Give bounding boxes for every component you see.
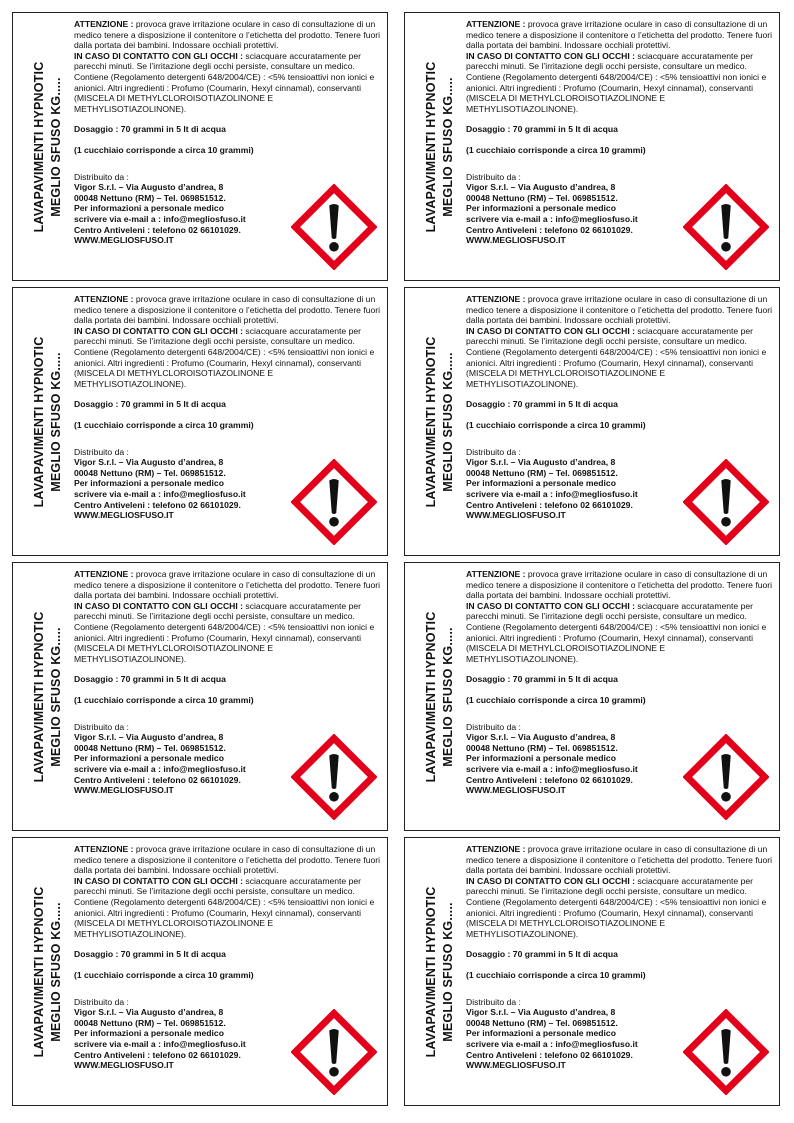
info-line-1: Per informazioni a personale medico bbox=[74, 753, 224, 764]
ghs-exclamation-mark-icon bbox=[683, 184, 769, 270]
product-subtitle: MEGLIO SFUSO KG..... bbox=[441, 76, 455, 217]
info-line-1: Per informazioni a personale medico bbox=[466, 753, 616, 764]
company-address: Vigor S.r.l. – Via Augusto d’andrea, 8 bbox=[74, 732, 224, 743]
distributor-heading: Distribuito da : bbox=[466, 446, 521, 457]
product-name: LAVAPAVIMENTI HYPNOTIC bbox=[424, 611, 438, 782]
company-city-phone: 00048 Nettuno (RM) – Tel. 069851512. bbox=[74, 192, 226, 203]
info-line-1: Per informazioni a personale medico bbox=[74, 1028, 224, 1039]
attention-text: provoca grave irritazione oculare in caso di consultazione di un medico tenere a disposizione il contenitore o l’etichetta del prodotto. Tenere fuori dalla portata dei bambini. Indossare occhiali protettivi. bbox=[466, 844, 773, 876]
poison-center: Centro Antiveleni : telefono 02 66101029. bbox=[466, 774, 633, 785]
product-subtitle: MEGLIO SFUSO KG..... bbox=[49, 626, 63, 767]
poison-center: Centro Antiveleni : telefono 02 66101029. bbox=[466, 499, 633, 510]
company-city-phone: 00048 Nettuno (RM) – Tel. 069851512. bbox=[74, 742, 226, 753]
contact-text: sciacquare accuratamente per parecchi minuti. Se l’irritazione degli occhi persiste, consultare un medico. Contiene (Regolamento detergenti 648/2004/CE) : <5% tensioattivi non ionici e anionici. Altri ingredienti : Profumo (Coumarin, Hexyl cinnamal), conservanti (MISCELA DI METHYLCLOROISOTIAZOLINONE E METHYLISOTIAZOLINONE). bbox=[74, 325, 375, 389]
spoon-note: (1 cucchiaio corrisponde a circa 10 grammi) bbox=[466, 969, 646, 980]
company-city-phone: 00048 Nettuno (RM) – Tel. 069851512. bbox=[74, 467, 226, 478]
company-address: Vigor S.r.l. – Via Augusto d’andrea, 8 bbox=[74, 457, 224, 468]
contact-heading: IN CASO DI CONTATTO CON GLI OCCHI : bbox=[466, 600, 636, 611]
attention-heading: ATTENZIONE : bbox=[466, 19, 526, 29]
info-line-2: scrivere via e-mail a : info@megliosfuso.it bbox=[74, 1038, 246, 1049]
contact-paragraph bbox=[74, 876, 385, 940]
info-line-2: scrivere via e-mail a : info@megliosfuso.it bbox=[466, 488, 638, 499]
contact-heading: IN CASO DI CONTATTO CON GLI OCCHI : bbox=[466, 875, 636, 886]
product-label bbox=[12, 287, 388, 556]
product-name: LAVAPAVIMENTI HYPNOTIC bbox=[32, 61, 46, 232]
poison-center: Centro Antiveleni : telefono 02 66101029. bbox=[74, 499, 241, 510]
attention-paragraph bbox=[466, 569, 777, 601]
info-line-1: Per informazioni a personale medico bbox=[74, 203, 224, 214]
attention-heading: ATTENZIONE : bbox=[74, 844, 134, 854]
contact-heading: IN CASO DI CONTATTO CON GLI OCCHI : bbox=[74, 325, 244, 336]
contact-text: sciacquare accuratamente per parecchi minuti. Se l’irritazione degli occhi persiste, consultare un medico. Contiene (Regolamento detergenti 648/2004/CE) : <5% tensioattivi non ionici e anionici. Altri ingredienti : Profumo (Coumarin, Hexyl cinnamal), conservanti (MISCELA DI METHYLCLOROISOTIAZOLINONE E METHYLISOTIAZOLINONE). bbox=[74, 50, 375, 114]
contact-heading: IN CASO DI CONTATTO CON GLI OCCHI : bbox=[74, 875, 244, 886]
attention-heading: ATTENZIONE : bbox=[466, 294, 526, 304]
product-subtitle: MEGLIO SFUSO KG..... bbox=[49, 901, 63, 1042]
product-title bbox=[415, 563, 465, 830]
attention-text: provoca grave irritazione oculare in caso di consultazione di un medico tenere a disposizione il contenitore o l’etichetta del prodotto. Tenere fuori dalla portata dei bambini. Indossare occhiali protettivi. bbox=[74, 19, 381, 51]
contact-text: sciacquare accuratamente per parecchi minuti. Se l’irritazione degli occhi persiste, consultare un medico. Contiene (Regolamento detergenti 648/2004/CE) : <5% tensioattivi non ionici e anionici. Altri ingredienti : Profumo (Coumarin, Hexyl cinnamal), conservanti (MISCELA DI METHYLCLOROISOTIAZOLINONE E METHYLISOTIAZOLINONE). bbox=[466, 875, 767, 939]
poison-center: Centro Antiveleni : telefono 02 66101029. bbox=[466, 224, 633, 235]
poison-center: Centro Antiveleni : telefono 02 66101029. bbox=[74, 224, 241, 235]
product-label bbox=[404, 12, 780, 281]
contact-heading: IN CASO DI CONTATTO CON GLI OCCHI : bbox=[74, 50, 244, 61]
distributor-heading: Distribuito da : bbox=[74, 721, 129, 732]
product-subtitle: MEGLIO SFUSO KG..... bbox=[441, 351, 455, 492]
contact-text: sciacquare accuratamente per parecchi minuti. Se l’irritazione degli occhi persiste, consultare un medico. Contiene (Regolamento detergenti 648/2004/CE) : <5% tensioattivi non ionici e anionici. Altri ingredienti : Profumo (Coumarin, Hexyl cinnamal), conservanti (MISCELA DI METHYLCLOROISOTIAZOLINONE E METHYLISOTIAZOLINONE). bbox=[466, 325, 767, 389]
dosage: Dosaggio : 70 grammi in 5 lt di acqua bbox=[466, 399, 618, 410]
contact-heading: IN CASO DI CONTATTO CON GLI OCCHI : bbox=[74, 600, 244, 611]
contact-paragraph bbox=[74, 326, 385, 390]
attention-paragraph bbox=[466, 294, 777, 326]
dosage: Dosaggio : 70 grammi in 5 lt di acqua bbox=[74, 124, 226, 135]
product-name: LAVAPAVIMENTI HYPNOTIC bbox=[32, 611, 46, 782]
info-line-2: scrivere via e-mail a : info@megliosfuso.it bbox=[466, 213, 638, 224]
product-label bbox=[404, 837, 780, 1106]
company-address: Vigor S.r.l. – Via Augusto d’andrea, 8 bbox=[466, 457, 616, 468]
spoon-note: (1 cucchiaio corrisponde a circa 10 grammi) bbox=[466, 694, 646, 705]
product-title bbox=[23, 838, 73, 1105]
spoon-note: (1 cucchiaio corrisponde a circa 10 grammi) bbox=[74, 419, 254, 430]
attention-text: provoca grave irritazione oculare in caso di consultazione di un medico tenere a disposizione il contenitore o l’etichetta del prodotto. Tenere fuori dalla portata dei bambini. Indossare occhiali protettivi. bbox=[74, 294, 381, 326]
info-line-2: scrivere via e-mail a : info@megliosfuso.it bbox=[466, 1038, 638, 1049]
company-address: Vigor S.r.l. – Via Augusto d’andrea, 8 bbox=[74, 1007, 224, 1018]
website: WWW.MEGLIOSFUSO.IT bbox=[466, 235, 566, 246]
website: WWW.MEGLIOSFUSO.IT bbox=[74, 235, 174, 246]
attention-text: provoca grave irritazione oculare in caso di consultazione di un medico tenere a disposizione il contenitore o l’etichetta del prodotto. Tenere fuori dalla portata dei bambini. Indossare occhiali protettivi. bbox=[466, 294, 773, 326]
dosage: Dosaggio : 70 grammi in 5 lt di acqua bbox=[466, 949, 618, 960]
ghs-exclamation-mark-icon bbox=[683, 459, 769, 545]
contact-paragraph bbox=[466, 51, 777, 115]
ghs-exclamation-mark-icon bbox=[291, 734, 377, 820]
attention-heading: ATTENZIONE : bbox=[466, 844, 526, 854]
contact-paragraph bbox=[74, 51, 385, 115]
poison-center: Centro Antiveleni : telefono 02 66101029. bbox=[74, 774, 241, 785]
ghs-exclamation-mark-icon bbox=[291, 459, 377, 545]
product-label bbox=[404, 287, 780, 556]
spoon-note: (1 cucchiaio corrisponde a circa 10 grammi) bbox=[74, 144, 254, 155]
website: WWW.MEGLIOSFUSO.IT bbox=[466, 1060, 566, 1071]
website: WWW.MEGLIOSFUSO.IT bbox=[466, 510, 566, 521]
attention-paragraph bbox=[466, 19, 777, 51]
contact-text: sciacquare accuratamente per parecchi minuti. Se l’irritazione degli occhi persiste, consultare un medico. Contiene (Regolamento detergenti 648/2004/CE) : <5% tensioattivi non ionici e anionici. Altri ingredienti : Profumo (Coumarin, Hexyl cinnamal), conservanti (MISCELA DI METHYLCLOROISOTIAZOLINONE E METHYLISOTIAZOLINONE). bbox=[466, 50, 767, 114]
info-line-2: scrivere via e-mail a : info@megliosfuso.it bbox=[74, 763, 246, 774]
attention-heading: ATTENZIONE : bbox=[74, 19, 134, 29]
dosage: Dosaggio : 70 grammi in 5 lt di acqua bbox=[74, 674, 226, 685]
contact-heading: IN CASO DI CONTATTO CON GLI OCCHI : bbox=[466, 325, 636, 336]
product-name: LAVAPAVIMENTI HYPNOTIC bbox=[424, 61, 438, 232]
product-title bbox=[23, 13, 73, 280]
distributor-heading: Distribuito da : bbox=[466, 721, 521, 732]
contact-paragraph bbox=[466, 876, 777, 940]
ghs-exclamation-mark-icon bbox=[683, 734, 769, 820]
company-address: Vigor S.r.l. – Via Augusto d’andrea, 8 bbox=[466, 732, 616, 743]
distributor-heading: Distribuito da : bbox=[74, 996, 129, 1007]
product-name: LAVAPAVIMENTI HYPNOTIC bbox=[32, 886, 46, 1057]
attention-text: provoca grave irritazione oculare in caso di consultazione di un medico tenere a disposizione il contenitore o l’etichetta del prodotto. Tenere fuori dalla portata dei bambini. Indossare occhiali protettivi. bbox=[74, 844, 381, 876]
attention-heading: ATTENZIONE : bbox=[466, 569, 526, 579]
website: WWW.MEGLIOSFUSO.IT bbox=[74, 785, 174, 796]
poison-center: Centro Antiveleni : telefono 02 66101029. bbox=[466, 1049, 633, 1060]
dosage: Dosaggio : 70 grammi in 5 lt di acqua bbox=[74, 949, 226, 960]
product-label bbox=[12, 837, 388, 1106]
product-name: LAVAPAVIMENTI HYPNOTIC bbox=[424, 886, 438, 1057]
company-address: Vigor S.r.l. – Via Augusto d’andrea, 8 bbox=[74, 182, 224, 193]
distributor-heading: Distribuito da : bbox=[74, 171, 129, 182]
company-city-phone: 00048 Nettuno (RM) – Tel. 069851512. bbox=[74, 1017, 226, 1028]
company-address: Vigor S.r.l. – Via Augusto d’andrea, 8 bbox=[466, 1007, 616, 1018]
dosage: Dosaggio : 70 grammi in 5 lt di acqua bbox=[466, 124, 618, 135]
product-subtitle: MEGLIO SFUSO KG..... bbox=[49, 76, 63, 217]
ghs-exclamation-mark-icon bbox=[291, 184, 377, 270]
attention-paragraph bbox=[466, 844, 777, 876]
attention-text: provoca grave irritazione oculare in caso di consultazione di un medico tenere a disposizione il contenitore o l’etichetta del prodotto. Tenere fuori dalla portata dei bambini. Indossare occhiali protettivi. bbox=[466, 19, 773, 51]
distributor-heading: Distribuito da : bbox=[466, 996, 521, 1007]
spoon-note: (1 cucchiaio corrisponde a circa 10 grammi) bbox=[74, 694, 254, 705]
info-line-2: scrivere via e-mail a : info@megliosfuso.it bbox=[74, 213, 246, 224]
attention-paragraph bbox=[74, 844, 385, 876]
product-label bbox=[12, 562, 388, 831]
product-title bbox=[415, 288, 465, 555]
contact-text: sciacquare accuratamente per parecchi minuti. Se l’irritazione degli occhi persiste, consultare un medico. Contiene (Regolamento detergenti 648/2004/CE) : <5% tensioattivi non ionici e anionici. Altri ingredienti : Profumo (Coumarin, Hexyl cinnamal), conservanti (MISCELA DI METHYLCLOROISOTIAZOLINONE E METHYLISOTIAZOLINONE). bbox=[74, 600, 375, 664]
spoon-note: (1 cucchiaio corrisponde a circa 10 grammi) bbox=[466, 144, 646, 155]
dosage: Dosaggio : 70 grammi in 5 lt di acqua bbox=[466, 674, 618, 685]
distributor-heading: Distribuito da : bbox=[74, 446, 129, 457]
contact-paragraph bbox=[74, 601, 385, 665]
contact-paragraph bbox=[466, 601, 777, 665]
attention-heading: ATTENZIONE : bbox=[74, 569, 134, 579]
product-label bbox=[12, 12, 388, 281]
poison-center: Centro Antiveleni : telefono 02 66101029. bbox=[74, 1049, 241, 1060]
product-title bbox=[23, 288, 73, 555]
product-name: LAVAPAVIMENTI HYPNOTIC bbox=[424, 336, 438, 507]
company-city-phone: 00048 Nettuno (RM) – Tel. 069851512. bbox=[466, 1017, 618, 1028]
info-line-1: Per informazioni a personale medico bbox=[466, 203, 616, 214]
product-name: LAVAPAVIMENTI HYPNOTIC bbox=[32, 336, 46, 507]
product-subtitle: MEGLIO SFUSO KG..... bbox=[49, 351, 63, 492]
ghs-exclamation-mark-icon bbox=[683, 1009, 769, 1095]
company-city-phone: 00048 Nettuno (RM) – Tel. 069851512. bbox=[466, 742, 618, 753]
website: WWW.MEGLIOSFUSO.IT bbox=[74, 1060, 174, 1071]
company-address: Vigor S.r.l. – Via Augusto d’andrea, 8 bbox=[466, 182, 616, 193]
attention-text: provoca grave irritazione oculare in caso di consultazione di un medico tenere a disposizione il contenitore o l’etichetta del prodotto. Tenere fuori dalla portata dei bambini. Indossare occhiali protettivi. bbox=[466, 569, 773, 601]
distributor-heading: Distribuito da : bbox=[466, 171, 521, 182]
contact-text: sciacquare accuratamente per parecchi minuti. Se l’irritazione degli occhi persiste, consultare un medico. Contiene (Regolamento detergenti 648/2004/CE) : <5% tensioattivi non ionici e anionici. Altri ingredienti : Profumo (Coumarin, Hexyl cinnamal), conservanti (MISCELA DI METHYLCLOROISOTIAZOLINONE E METHYLISOTIAZOLINONE). bbox=[466, 600, 767, 664]
product-subtitle: MEGLIO SFUSO KG..... bbox=[441, 901, 455, 1042]
attention-paragraph bbox=[74, 19, 385, 51]
spoon-note: (1 cucchiaio corrisponde a circa 10 grammi) bbox=[466, 419, 646, 430]
product-label bbox=[404, 562, 780, 831]
contact-text: sciacquare accuratamente per parecchi minuti. Se l’irritazione degli occhi persiste, consultare un medico. Contiene (Regolamento detergenti 648/2004/CE) : <5% tensioattivi non ionici e anionici. Altri ingredienti : Profumo (Coumarin, Hexyl cinnamal), conservanti (MISCELA DI METHYLCLOROISOTIAZOLINONE E METHYLISOTIAZOLINONE). bbox=[74, 875, 375, 939]
product-title bbox=[415, 838, 465, 1105]
info-line-2: scrivere via e-mail a : info@megliosfuso.it bbox=[74, 488, 246, 499]
attention-paragraph bbox=[74, 569, 385, 601]
website: WWW.MEGLIOSFUSO.IT bbox=[74, 510, 174, 521]
contact-heading: IN CASO DI CONTATTO CON GLI OCCHI : bbox=[466, 50, 636, 61]
ghs-exclamation-mark-icon bbox=[291, 1009, 377, 1095]
website: WWW.MEGLIOSFUSO.IT bbox=[466, 785, 566, 796]
info-line-2: scrivere via e-mail a : info@megliosfuso.it bbox=[466, 763, 638, 774]
product-title bbox=[23, 563, 73, 830]
company-city-phone: 00048 Nettuno (RM) – Tel. 069851512. bbox=[466, 467, 618, 478]
company-city-phone: 00048 Nettuno (RM) – Tel. 069851512. bbox=[466, 192, 618, 203]
info-line-1: Per informazioni a personale medico bbox=[74, 478, 224, 489]
product-subtitle: MEGLIO SFUSO KG..... bbox=[441, 626, 455, 767]
contact-paragraph bbox=[466, 326, 777, 390]
product-title bbox=[415, 13, 465, 280]
attention-paragraph bbox=[74, 294, 385, 326]
info-line-1: Per informazioni a personale medico bbox=[466, 1028, 616, 1039]
spoon-note: (1 cucchiaio corrisponde a circa 10 grammi) bbox=[74, 969, 254, 980]
attention-heading: ATTENZIONE : bbox=[74, 294, 134, 304]
dosage: Dosaggio : 70 grammi in 5 lt di acqua bbox=[74, 399, 226, 410]
info-line-1: Per informazioni a personale medico bbox=[466, 478, 616, 489]
attention-text: provoca grave irritazione oculare in caso di consultazione di un medico tenere a disposizione il contenitore o l’etichetta del prodotto. Tenere fuori dalla portata dei bambini. Indossare occhiali protettivi. bbox=[74, 569, 381, 601]
